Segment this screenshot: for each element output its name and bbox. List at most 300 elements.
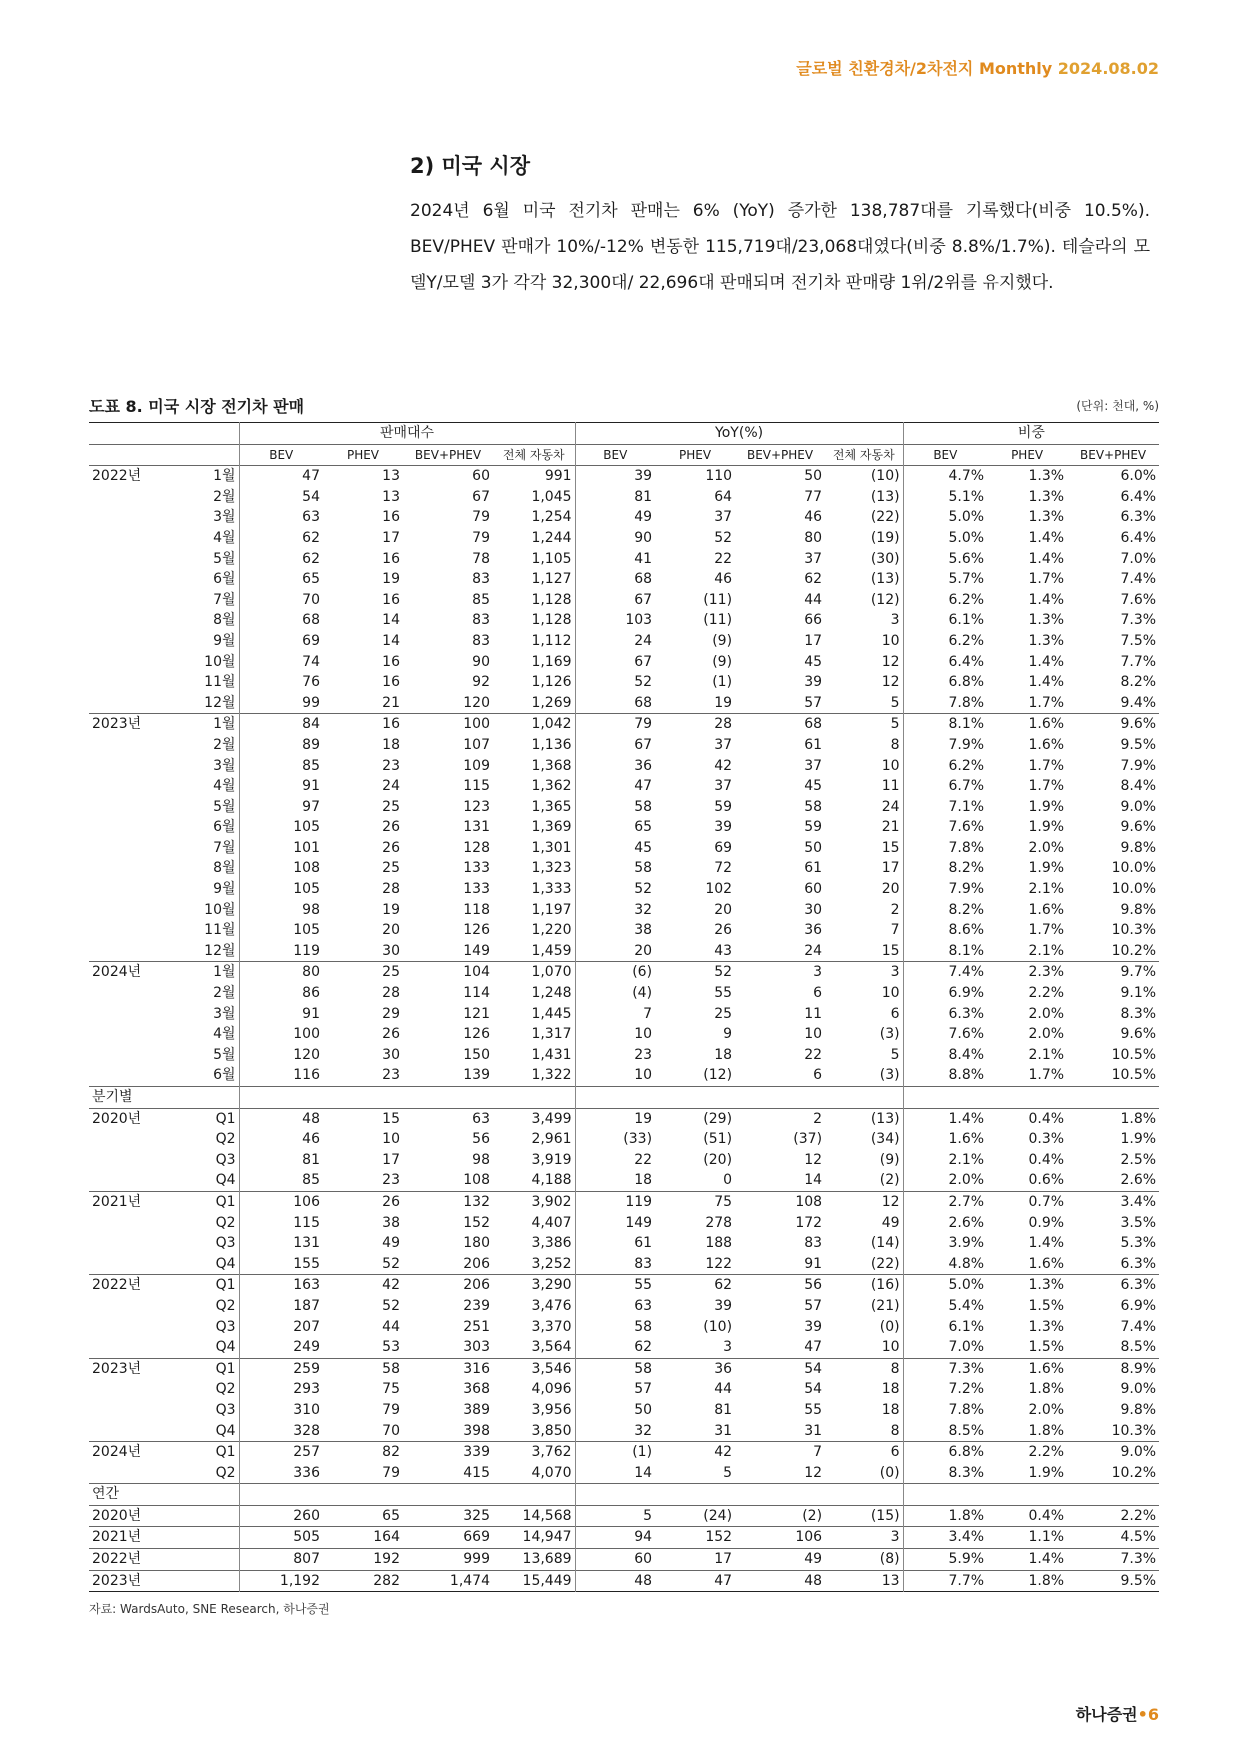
row-period: 2월 [213,488,236,505]
table-cell: 37 [804,757,823,774]
table-cell: (21) [870,1297,900,1314]
row-year [89,879,151,900]
column-header: BEV+PHEV [1080,447,1147,462]
table-cell: 2.7% [903,1191,987,1212]
table-cell: 1.9% [1028,1464,1065,1481]
table-cell: 3,290 [531,1277,572,1294]
table-cell: 68 [575,569,655,590]
row-period: Q1 [215,1110,236,1127]
table-row [89,528,1159,549]
row-year: 2020년 [92,1507,142,1524]
table-cell: 1.6% [1028,1255,1065,1272]
table-cell: 24 [881,798,900,815]
column-header: BEV [575,444,655,466]
table-cell: 1,362 [531,778,572,795]
table-cell: 206 [463,1277,490,1294]
column-header: BEV+PHEV [746,447,814,462]
table-cell: 1,128 [531,591,572,608]
table-cell: 50 [804,839,823,856]
table-cell: 3,762 [531,1444,572,1461]
table-cell: 1.7% [1028,922,1065,939]
row-period: 10월 [204,653,236,670]
table-cell: 19 [382,901,400,918]
table-cell: 38 [575,920,655,941]
table-cell: 1,169 [531,653,572,670]
table-cell: 110 [705,468,733,485]
table-cell: 26 [382,1026,400,1043]
table-cell: 8 [890,1360,900,1377]
table-cell: (12) [703,1067,733,1084]
table-row [89,983,1159,1004]
table-row [89,1317,1159,1338]
table-row [89,1463,1159,1484]
table-cell: 1.3% [1028,1318,1065,1335]
group-header-yoy: YoY(%) [575,423,903,445]
table-cell: 293 [239,1379,323,1400]
table-cell: 70 [239,590,323,611]
row-period: 9월 [213,881,236,898]
table-cell: 1,323 [531,860,572,877]
table-row [89,672,1159,693]
table-cell: 1.4% [903,1108,987,1129]
table-cell: 7 [575,1004,655,1025]
table-cell: 25 [382,798,400,815]
table-cell: 7.7% [903,1570,987,1592]
table-cell: 15 [881,942,900,959]
empty-cell [239,1087,323,1109]
row-period: Q2 [215,1214,236,1231]
table-cell: (9) [712,653,733,670]
table-cell: 1,105 [531,550,572,567]
row-year [89,693,151,714]
table-cell: 10 [881,757,900,774]
row-year [89,756,151,777]
table-cell: 3 [723,1339,733,1356]
table-row [89,590,1159,611]
table-cell: 10 [881,985,900,1002]
table-cell: 77 [804,488,823,505]
table-cell: 52 [382,1297,400,1314]
ev-sales-table [89,422,1159,1592]
table-cell: 42 [714,757,733,774]
table-cell: 79 [472,509,490,526]
row-year [89,1004,151,1025]
table-cell: 0.4% [1028,1110,1065,1127]
table-cell: 13,689 [522,1551,572,1568]
table-cell: 1,127 [531,571,572,588]
table-cell: 92 [472,674,490,691]
table-cell: 31 [714,1422,733,1439]
table-cell: 8.2% [1120,674,1157,691]
table-cell: 1.9% [1028,798,1065,815]
table-cell: 63 [472,1110,490,1127]
table-cell: 339 [463,1444,490,1461]
table-cell: 105 [239,879,323,900]
table-cell: 32 [575,1421,655,1442]
table-row [89,693,1159,714]
table-cell: 104 [463,964,490,981]
table-cell: (2) [802,1507,823,1524]
header-blank [89,423,239,445]
table-cell: 0.3% [1028,1131,1065,1148]
table-cell: 60 [472,468,490,485]
table-cell: 2.6% [1120,1172,1157,1189]
row-year: 2021년 [92,1193,142,1210]
table-cell: 54 [804,1360,823,1377]
table-cell: 44 [714,1381,733,1398]
row-year [89,672,151,693]
table-cell: (29) [703,1110,733,1127]
table-cell: 17 [881,860,900,877]
table-cell: 7.8% [903,838,987,859]
table-cell: 24 [804,942,823,959]
table-cell: 1.4% [1028,529,1065,546]
table-cell: (30) [870,550,900,567]
table-cell: (3) [879,1026,900,1043]
table-cell: 56 [472,1131,490,1148]
table-cell: 7.6% [1120,591,1157,608]
table-cell: 1.5% [1028,1297,1065,1314]
table-cell: 81 [575,487,655,508]
table-cell: 42 [382,1277,400,1294]
table-cell: 6 [890,1005,900,1022]
table-cell: 5.7% [903,569,987,590]
table-cell: 7.9% [903,879,987,900]
table-cell: 26 [714,922,733,939]
table-cell: 81 [239,1150,323,1171]
table-cell: 102 [705,881,733,898]
table-cell: 8.4% [903,1045,987,1066]
table-cell: 9.7% [1120,964,1157,981]
table-row [89,1400,1159,1421]
table-cell: 18 [714,1046,733,1063]
row-year [89,1170,151,1191]
table-cell: 57 [575,1379,655,1400]
row-year [89,507,151,528]
table-cell: 52 [714,964,733,981]
table-cell: (0) [879,1318,900,1335]
table-cell: 2.0% [903,1170,987,1191]
row-period: 9월 [213,632,236,649]
table-cell: 3,902 [531,1193,572,1210]
table-row [89,569,1159,590]
table-cell: 6.1% [903,610,987,631]
table-row [89,1213,1159,1234]
empty-cell [735,1087,825,1109]
row-year [89,838,151,859]
table-cell: 1,317 [531,1026,572,1043]
table-cell: 10.0% [1111,881,1157,898]
row-period: Q3 [215,1151,236,1168]
table-cell: 4,096 [531,1381,572,1398]
table-cell: 3,919 [531,1151,572,1168]
table-cell: 1,365 [531,798,572,815]
row-period [151,1527,239,1549]
table-cell: 62 [714,1277,733,1294]
table-cell: 90 [575,528,655,549]
table-row [89,776,1159,797]
table-row [89,1442,1159,1463]
table-cell: 60 [804,881,823,898]
table-cell: (14) [870,1235,900,1252]
table-cell: 6.9% [1120,1297,1157,1314]
table-cell: 9.6% [1120,716,1157,733]
row-year [89,1337,151,1358]
report-series-title: 글로벌 친환경차/2차전지 Monthly [796,59,1053,78]
table-cell: 91 [239,776,323,797]
table-cell: 5 [723,1464,733,1481]
table-cell: 5.6% [903,549,987,570]
table-cell: 115 [463,778,490,795]
table-cell: 79 [382,1464,400,1481]
table-cell: 82 [382,1444,400,1461]
table-cell: 1,112 [531,632,572,649]
table-cell: 12 [881,674,900,691]
section-paragraph: 2024년 6월 미국 전기차 판매는 6% (YoY) 증가한 138,787대를 기록했다(비중 10.5%). BEV/PHEV 판매가 10%/-12% 변동한 115,719대/23,068대였다(비중 8.8%/1.7%). 테슬라의 모델Y/모델 3가 각각 32,300대/ 22,696대 판매되며 전기차 판매량 1위/2위를 유지했다. [410,201,1150,293]
empty-cell [825,1087,903,1109]
table-cell: 3.4% [1120,1193,1157,1210]
row-period: 3월 [213,509,236,526]
table-cell: 133 [463,881,490,898]
table-cell: 47 [239,466,323,487]
table-row [89,1379,1159,1400]
table-cell: 98 [472,1151,490,1168]
table-cell: 23 [382,1067,400,1084]
row-period: Q2 [215,1381,236,1398]
row-year [89,487,151,508]
row-period: 6월 [213,1067,236,1084]
column-header: 전체 자동차 [832,447,895,462]
table-cell: 5.0% [903,528,987,549]
table-cell: 17 [714,1551,733,1568]
column-header: PHEV [346,447,380,462]
column-header: BEV+PHEV [414,447,482,462]
table-cell: 1.8% [1028,1381,1065,1398]
table-cell: 3 [890,612,900,629]
table-cell: 11 [804,1005,823,1022]
table-cell: 15,449 [522,1572,572,1589]
empty-cell [903,1087,987,1109]
table-cell: 7.6% [903,817,987,838]
table-row [89,1570,1159,1592]
table-cell: 49 [804,1551,823,1568]
table-cell: 282 [373,1572,400,1589]
table-cell: 150 [463,1046,490,1063]
table-cell: 91 [239,1004,323,1025]
table-cell: 1.3% [1028,1277,1065,1294]
table-cell: 4,407 [531,1214,572,1231]
table-cell: 389 [463,1401,490,1418]
table-cell: 2,961 [531,1131,572,1148]
table-cell: 7.3% [1120,1551,1157,1568]
table-cell: 66 [804,612,823,629]
table-cell: (3) [879,1067,900,1084]
row-period: 3월 [213,757,236,774]
table-cell: 62 [239,528,323,549]
table-cell: 49 [881,1214,900,1231]
table-row [89,1358,1159,1379]
table-cell: 259 [239,1358,323,1379]
table-cell: 2 [813,1110,823,1127]
table-row [89,1150,1159,1171]
table-cell: 2.0% [1028,1005,1065,1022]
table-cell: 4.7% [903,466,987,487]
table-cell: 16 [382,716,400,733]
table-cell: 3 [813,964,823,981]
column-header: BEV [239,444,323,466]
table-cell: 36 [804,922,823,939]
table-cell: 62 [575,1337,655,1358]
table-cell: 59 [714,798,733,815]
row-year: 2022년 [92,468,142,485]
table-cell: (6) [575,962,655,983]
table-row [89,1108,1159,1129]
table-cell: 7.9% [903,735,987,756]
section-label: 분기별 [92,1089,133,1105]
table-cell: 44 [804,591,823,608]
table-cell: 126 [463,922,490,939]
table-cell: 75 [714,1193,733,1210]
row-year [89,652,151,673]
row-period: Q1 [215,1444,236,1461]
table-cell: 100 [239,1024,323,1045]
row-year [89,569,151,590]
table-cell: 54 [804,1381,823,1398]
table-cell: 17 [382,529,400,546]
table-cell: 1,220 [531,922,572,939]
table-cell: 206 [463,1255,490,1272]
table-row [89,920,1159,941]
table-cell: 10.5% [1111,1046,1157,1063]
table-cell: 1,248 [531,985,572,1002]
row-period: 3월 [213,1005,236,1022]
row-period [151,1505,239,1527]
table-cell: 10.2% [1111,942,1157,959]
table-cell: 17 [382,1151,400,1168]
row-year [89,1421,151,1442]
table-row [89,1549,1159,1571]
row-year [89,1400,151,1421]
table-row [89,1233,1159,1254]
table-cell: 120 [239,1045,323,1066]
table-cell: 239 [463,1297,490,1314]
table-cell: 10.2% [1111,1464,1157,1481]
table-cell: 251 [463,1318,490,1335]
table-cell: 16 [382,550,400,567]
table-cell: (11) [703,612,733,629]
table-cell: 1,301 [531,839,572,856]
table-cell: 8.2% [903,858,987,879]
table-cell: 172 [795,1214,823,1231]
table-cell: 65 [239,569,323,590]
table-cell: 31 [804,1422,823,1439]
table-row [89,1129,1159,1150]
row-period: Q4 [215,1422,236,1439]
table-cell: 79 [575,714,655,735]
source-note: 자료: WardsAuto, SNE Research, 하나증권 [89,1602,330,1616]
section-label-row [89,1087,1159,1109]
table-cell: 74 [239,652,323,673]
table-cell: 86 [239,983,323,1004]
table-cell: 14,947 [522,1529,572,1546]
table-cell: 6.3% [1120,1255,1157,1272]
table-unit: (단위: 천대, %) [1076,399,1159,413]
table-cell: 7.3% [903,1358,987,1379]
table-cell: 4.5% [1120,1529,1157,1546]
row-year [89,1233,151,1254]
table-cell: 23 [382,757,400,774]
table-cell: 6.4% [903,652,987,673]
table-cell: 1.6% [903,1129,987,1150]
table-cell: 25 [714,1005,733,1022]
table-cell: 6.0% [1120,468,1157,485]
table-cell: 52 [575,879,655,900]
row-period: 4월 [213,529,236,546]
table-cell: 8.6% [903,920,987,941]
table-cell: 46 [239,1129,323,1150]
empty-cell [403,1484,493,1506]
table-cell: 61 [804,736,823,753]
table-row [89,1254,1159,1275]
table-cell: 56 [804,1277,823,1294]
table-cell: 65 [382,1507,400,1524]
table-cell: 19 [382,571,400,588]
table-cell: 4,070 [531,1464,572,1481]
table-cell: 101 [239,838,323,859]
table-cell: 97 [239,797,323,818]
table-cell: 3,370 [531,1318,572,1335]
row-period: Q1 [215,1360,236,1377]
table-cell: 3.9% [903,1233,987,1254]
row-year [89,1213,151,1234]
table-cell: 60 [575,1549,655,1571]
table-cell: 57 [804,1297,823,1314]
table-cell: 6.1% [903,1317,987,1338]
table-cell: (0) [879,1464,900,1481]
table-cell: 94 [575,1527,655,1549]
column-header: PHEV [679,447,712,462]
table-cell: 106 [239,1191,323,1212]
table-cell: 1.4% [1028,550,1065,567]
table-cell: (1) [712,674,733,691]
table-row [89,817,1159,838]
table-cell: 5.4% [903,1296,987,1317]
table-cell: 80 [239,962,323,983]
table-cell: 7.0% [1120,550,1157,567]
table-cell: 21 [881,819,900,836]
table-cell: 52 [714,529,733,546]
table-cell: 25 [382,964,400,981]
table-cell: 13 [382,468,400,485]
table-cell: 14 [575,1463,655,1484]
table-cell: 192 [373,1551,400,1568]
table-cell: 12 [881,653,900,670]
table-cell: 1.6% [1028,736,1065,753]
table-cell: 26 [382,1193,400,1210]
table-cell: 20 [382,922,400,939]
row-year [89,817,151,838]
table-cell: 80 [804,529,823,546]
table-cell: 7.7% [1120,653,1157,670]
report-date: 2024.08.02 [1057,59,1159,78]
table-cell: 47 [575,776,655,797]
table-cell: 1,254 [531,509,572,526]
table-cell: 991 [544,468,572,485]
row-period: 1월 [213,964,236,981]
table-cell: (12) [870,591,900,608]
table-cell: 18 [382,736,400,753]
empty-cell [575,1484,655,1506]
